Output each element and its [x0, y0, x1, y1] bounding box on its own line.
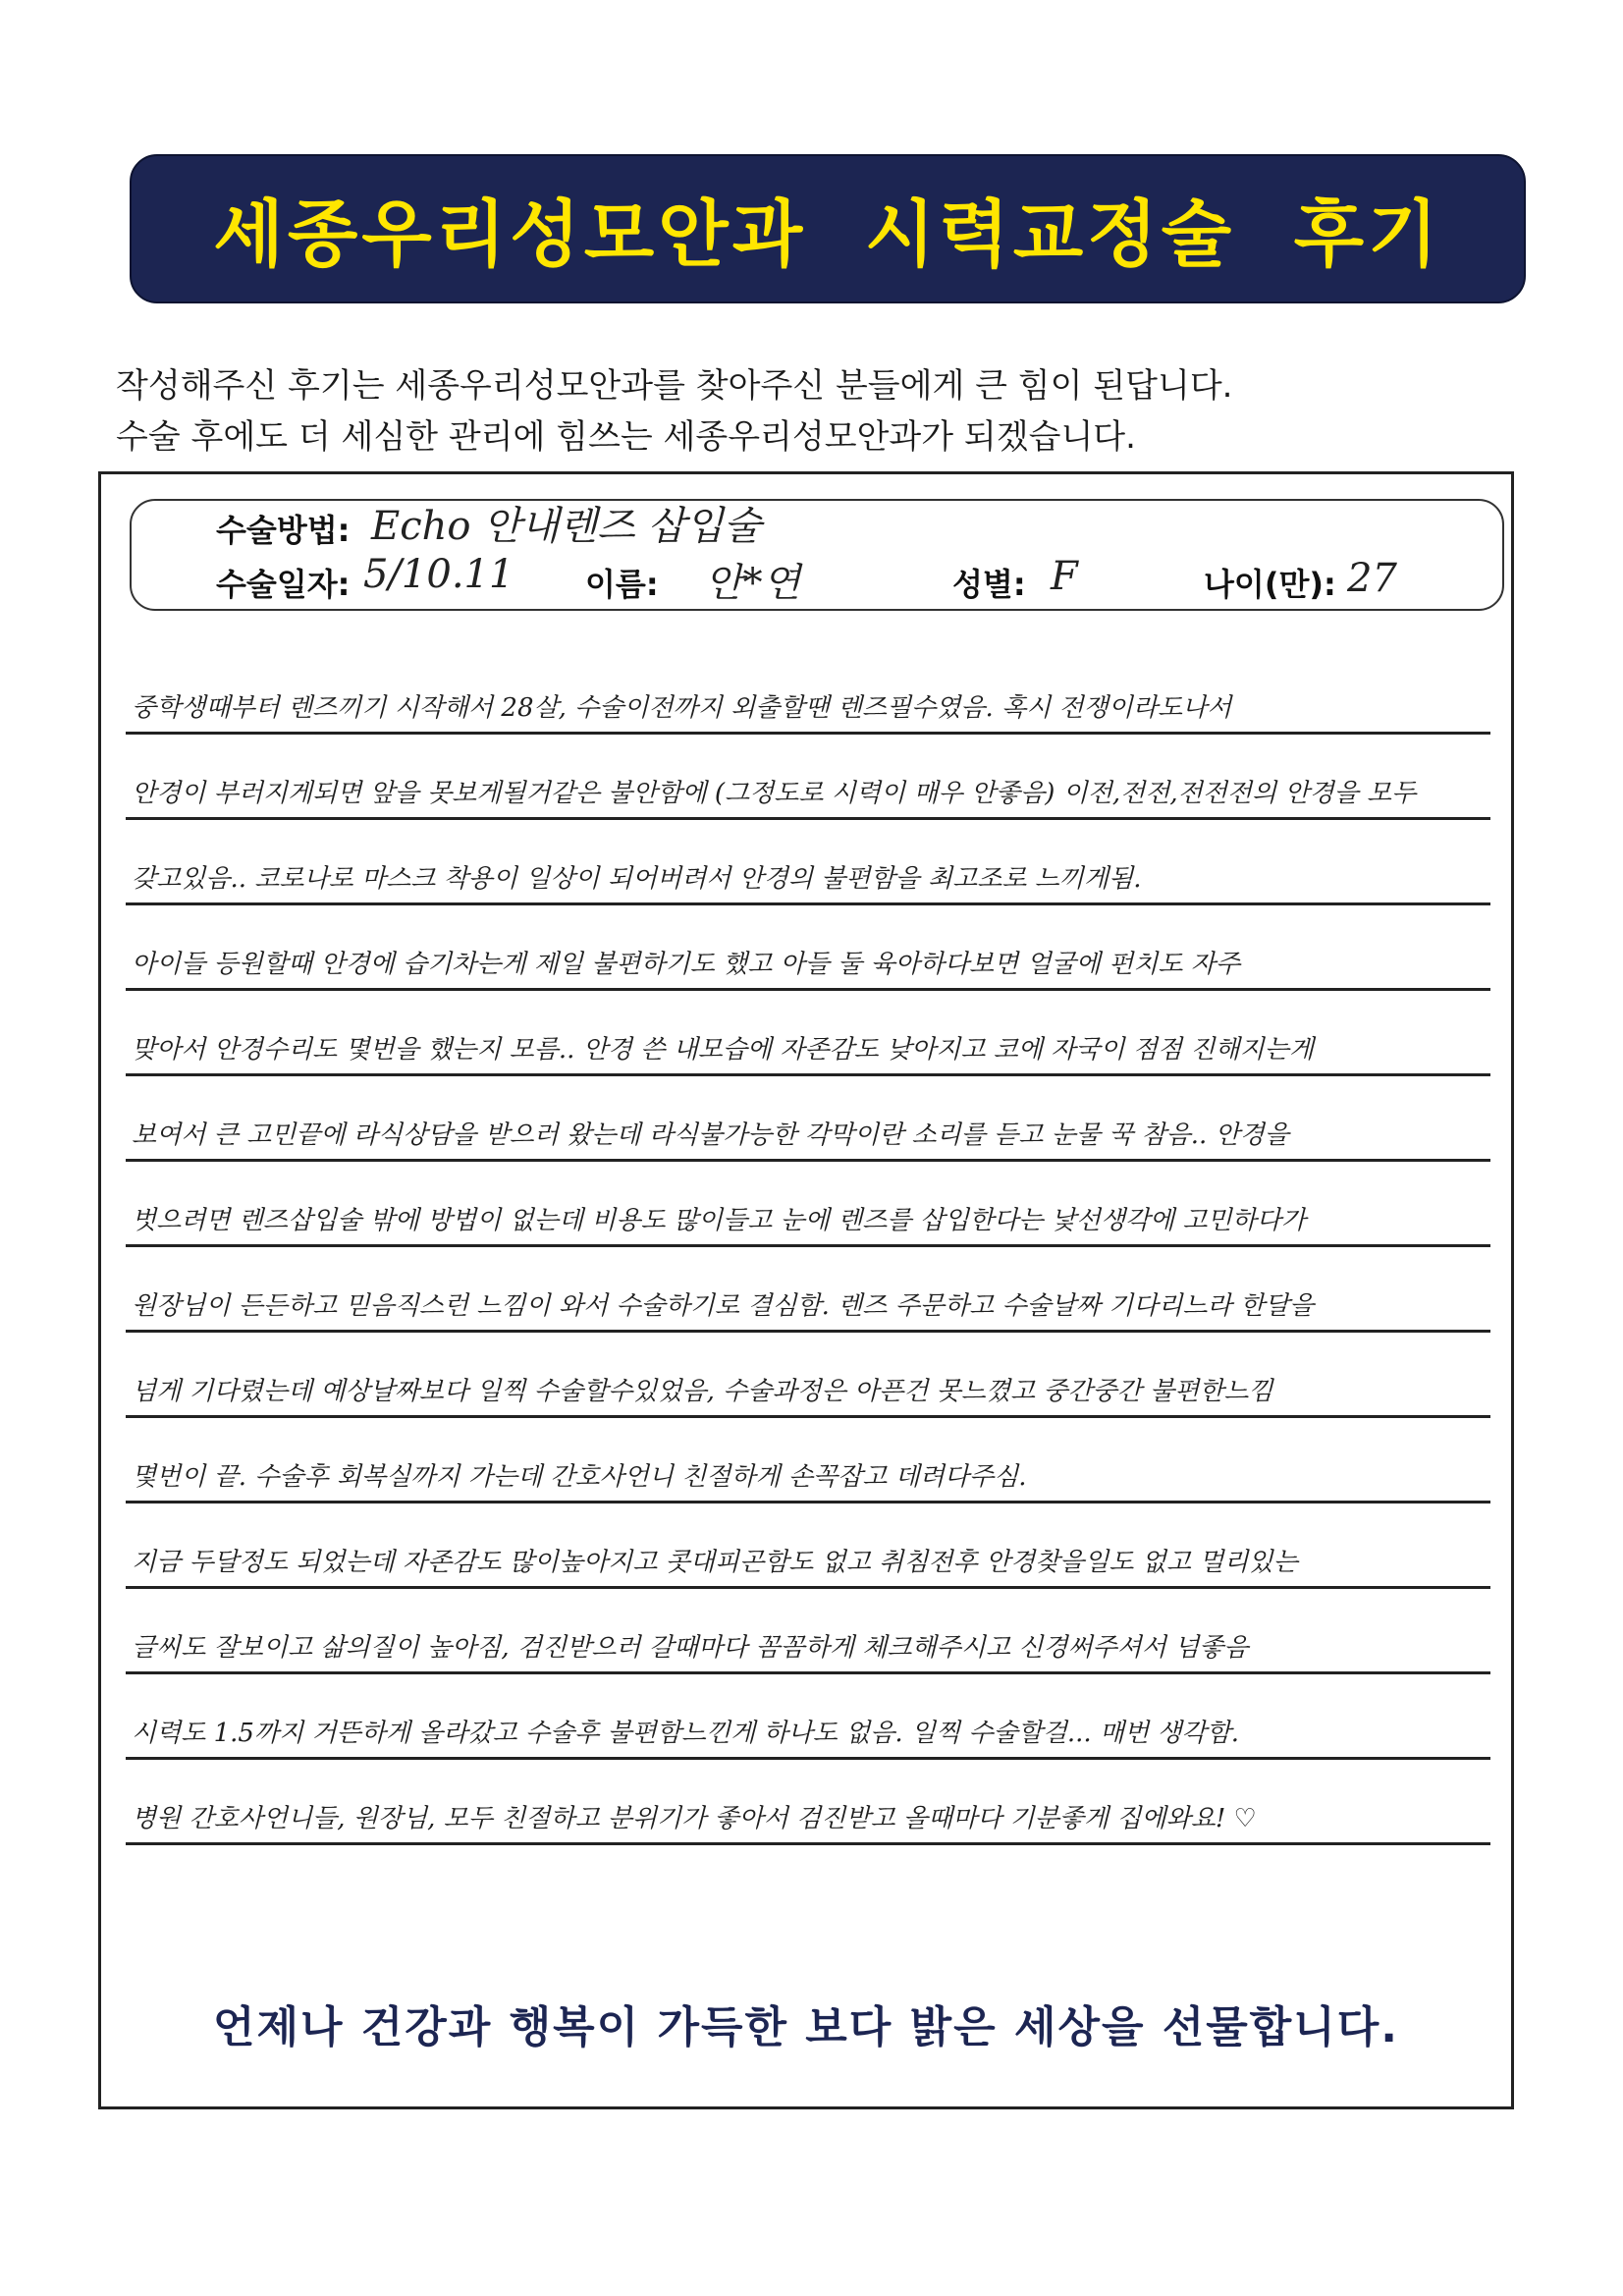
review-line-text: 아이들 등원할때 안경에 습기차는게 제일 불편하기도 했고 아들 둘 육아하다보면 얼굴에 펀치도 자주: [132, 950, 1240, 979]
review-line: [126, 1598, 1490, 1674]
review-line: [126, 829, 1490, 905]
surgery-date-value: 5/10.11: [363, 552, 514, 597]
surgery-method-value: Echo 안내렌즈 삽입술: [371, 504, 762, 549]
review-line-text: 중학생때부터 렌즈끼기 시작해서 28살, 수술이전까지 외출할땐 렌즈필수였음. 혹시 전쟁이라도나서: [132, 693, 1232, 723]
intro-line-1: 작성해주신 후기는 세종우리성모안과를 찾아주신 분들에게 큰 힘이 된답니다.: [116, 366, 1233, 406]
review-line-text: 원장님이 든든하고 믿음직스런 느낌이 와서 수술하기로 결심함. 렌즈 주문하고 수술날짜 기다리느라 한달을: [132, 1291, 1315, 1321]
review-line: [126, 658, 1490, 735]
gender-label: 성별:: [952, 566, 1026, 603]
review-line: [126, 1000, 1490, 1076]
review-line: [126, 1427, 1490, 1503]
surgery-method-label: 수술방법:: [216, 512, 351, 549]
review-line-text: 안경이 부러지게되면 앞을 못보게될거같은 불안함에 (그정도로 시력이 매우 안좋음) 이전,전전,전전전의 안경을 모두: [132, 779, 1417, 808]
review-line-text: 글씨도 잘보이고 삶의질이 높아짐, 검진받으러 갈때마다 꼼꼼하게 체크해주시고 신경써주셔서 넘좋음: [132, 1633, 1249, 1663]
intro-line-2: 수술 후에도 더 세심한 관리에 힘쓰는 세종우리성모안과가 되겠습니다.: [116, 417, 1136, 457]
review-line: [126, 1171, 1490, 1247]
review-line-text: 보여서 큰 고민끝에 라식상담을 받으러 왔는데 라식불가능한 각막이란 소리를 듣고 눈물 꾹 참음.. 안경을: [132, 1121, 1289, 1150]
age-label: 나이(만):: [1204, 566, 1336, 603]
surgery-date-label: 수술일자:: [216, 566, 351, 603]
review-line-text: 넘게 기다렸는데 예상날짜보다 일찍 수술할수있었음, 수술과정은 아픈건 못느꼈고 중간중간 불편한느낌: [132, 1377, 1273, 1406]
review-line: [126, 1683, 1490, 1760]
review-line-text: 시력도 1.5까지 거뜬하게 올라갔고 수술후 불편함느낀게 하나도 없음. 일찍 수술할걸... 매번 생각함.: [132, 1719, 1239, 1748]
title-banner: [130, 154, 1526, 303]
gender-value: F: [1051, 554, 1078, 599]
review-line-text: 갖고있음.. 코로나로 마스크 착용이 일상이 되어버려서 안경의 불편함을 최고조로 느끼게됨.: [132, 864, 1142, 894]
review-line: [126, 1512, 1490, 1589]
review-line: [126, 914, 1490, 991]
review-line: [126, 743, 1490, 820]
review-line: [126, 1341, 1490, 1418]
review-line-text: 몇번이 끝. 수술후 회복실까지 가는데 간호사언니 친절하게 손꼭잡고 데려다주심.: [132, 1462, 1027, 1492]
review-line-text: 벗으려면 렌즈삽입술 밖에 방법이 없는데 비용도 많이들고 눈에 렌즈를 삽입한다는 낯선생각에 고민하다가: [132, 1206, 1307, 1235]
review-line: [126, 1769, 1490, 1845]
review-line-text: 지금 두달정도 되었는데 자존감도 많이높아지고 콧대피곤함도 없고 취침전후 안경찾을일도 없고 멀리있는: [132, 1548, 1298, 1577]
footer-slogan: 언제나 건강과 행복이 가득한 보다 밝은 세상을 선물합니다.: [212, 2002, 1400, 2052]
age-value: 27: [1347, 556, 1397, 601]
name-value: 안*연: [705, 561, 801, 606]
name-label: 이름:: [585, 566, 659, 603]
review-line: [126, 1085, 1490, 1162]
page-title: 세종우리성모안과 시력교정술 후기: [213, 192, 1442, 277]
review-line-text: 병원 간호사언니들, 원장님, 모두 친절하고 분위기가 좋아서 검진받고 올때마다 기분좋게 집에와요! ♡: [132, 1804, 1257, 1833]
review-line-text: 맞아서 안경수리도 몇번을 했는지 모름.. 안경 쓴 내모습에 자존감도 낮아지고 코에 자국이 점점 진해지는게: [132, 1035, 1314, 1065]
review-line: [126, 1256, 1490, 1333]
